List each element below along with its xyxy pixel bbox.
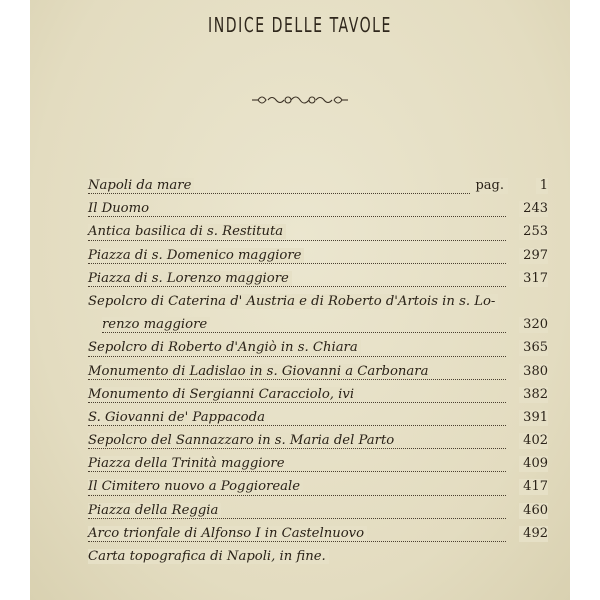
- toc-page-number: 243: [519, 201, 548, 217]
- toc-entry-1: [88, 178, 548, 201]
- leader-dots: [88, 193, 506, 194]
- book-page: [30, 0, 570, 600]
- page-title: INDICE DELLE TAVOLE: [208, 13, 392, 37]
- toc-label: Piazza di s. Domenico maggiore: [88, 248, 304, 263]
- toc-page-number: 365: [519, 340, 548, 356]
- table-of-contents: [88, 178, 548, 572]
- toc-page-number: 409: [519, 456, 548, 472]
- toc-entry-3: [88, 224, 548, 247]
- leader-dots: [88, 448, 506, 449]
- toc-page-number: 391: [519, 410, 548, 426]
- toc-label: Sepolcro di Caterina d' Austria e di Roberto d'Artois in s. Lo-: [88, 294, 498, 309]
- leader-dots: [88, 541, 506, 542]
- toc-entry-11: [88, 433, 548, 456]
- toc-label: renzo maggiore: [102, 317, 210, 332]
- leader-dots: [88, 425, 506, 426]
- pag-abbrev: pag.: [471, 178, 508, 194]
- toc-entry-6-continued: [88, 317, 548, 340]
- toc-entry-6: [88, 294, 548, 317]
- toc-entry-16: [88, 549, 548, 572]
- toc-entry-15: [88, 526, 548, 549]
- toc-page-number: 380: [519, 364, 548, 380]
- toc-page-number: 297: [519, 248, 548, 264]
- toc-label: Napoli da mare: [88, 178, 194, 193]
- toc-page-number: 1: [536, 178, 548, 194]
- leader-dots: [102, 332, 506, 333]
- toc-label: Monumento di Sergianni Caracciolo, ivi: [88, 387, 357, 402]
- toc-page-number: 492: [519, 526, 548, 542]
- ornament-icon: [250, 92, 350, 108]
- toc-page-number: 402: [519, 433, 548, 449]
- leader-dots: [88, 240, 506, 241]
- toc-entry-7: [88, 340, 548, 363]
- toc-label: Sepolcro di Roberto d'Angiò in s. Chiara: [88, 340, 361, 355]
- toc-page-number: 317: [519, 271, 548, 287]
- toc-entry-10: [88, 410, 548, 433]
- leader-dots: [88, 495, 506, 496]
- leader-dots: [88, 286, 506, 287]
- toc-page-number: 460: [519, 503, 548, 519]
- toc-label: Carta topografica di Napoli, in fine.: [88, 549, 329, 564]
- toc-entry-2: [88, 201, 548, 224]
- toc-label: Piazza della Reggia: [88, 503, 221, 518]
- toc-entry-14: [88, 503, 548, 526]
- toc-entry-9: [88, 387, 548, 410]
- toc-label: Monumento di Ladislao in s. Giovanni a Carbonara: [88, 364, 431, 379]
- toc-label: S. Giovanni de' Pappacoda: [88, 410, 268, 425]
- toc-page-number: 320: [519, 317, 548, 333]
- leader-dots: [88, 216, 506, 217]
- toc-entry-5: [88, 271, 548, 294]
- toc-page-number: 253: [519, 224, 548, 240]
- toc-label: Arco trionfale di Alfonso I in Castelnuovo: [88, 526, 367, 541]
- toc-entry-13: [88, 479, 548, 502]
- leader-dots: [88, 356, 506, 357]
- toc-label: Il Duomo: [88, 201, 152, 216]
- toc-label: Il Cimitero nuovo a Poggioreale: [88, 479, 303, 494]
- toc-label: Sepolcro del Sannazzaro in s. Maria del Parto: [88, 433, 397, 448]
- toc-label: Piazza di s. Lorenzo maggiore: [88, 271, 292, 286]
- toc-label: Antica basilica di s. Restituta: [88, 224, 286, 239]
- toc-label: Piazza della Trinità maggiore: [88, 456, 288, 471]
- leader-dots: [88, 402, 506, 403]
- toc-page-number: 417: [519, 479, 548, 495]
- toc-entry-8: [88, 364, 548, 387]
- toc-page-number: 382: [519, 387, 548, 403]
- toc-entry-4: [88, 248, 548, 271]
- toc-entry-12: [88, 456, 548, 479]
- leader-dots: [88, 471, 506, 472]
